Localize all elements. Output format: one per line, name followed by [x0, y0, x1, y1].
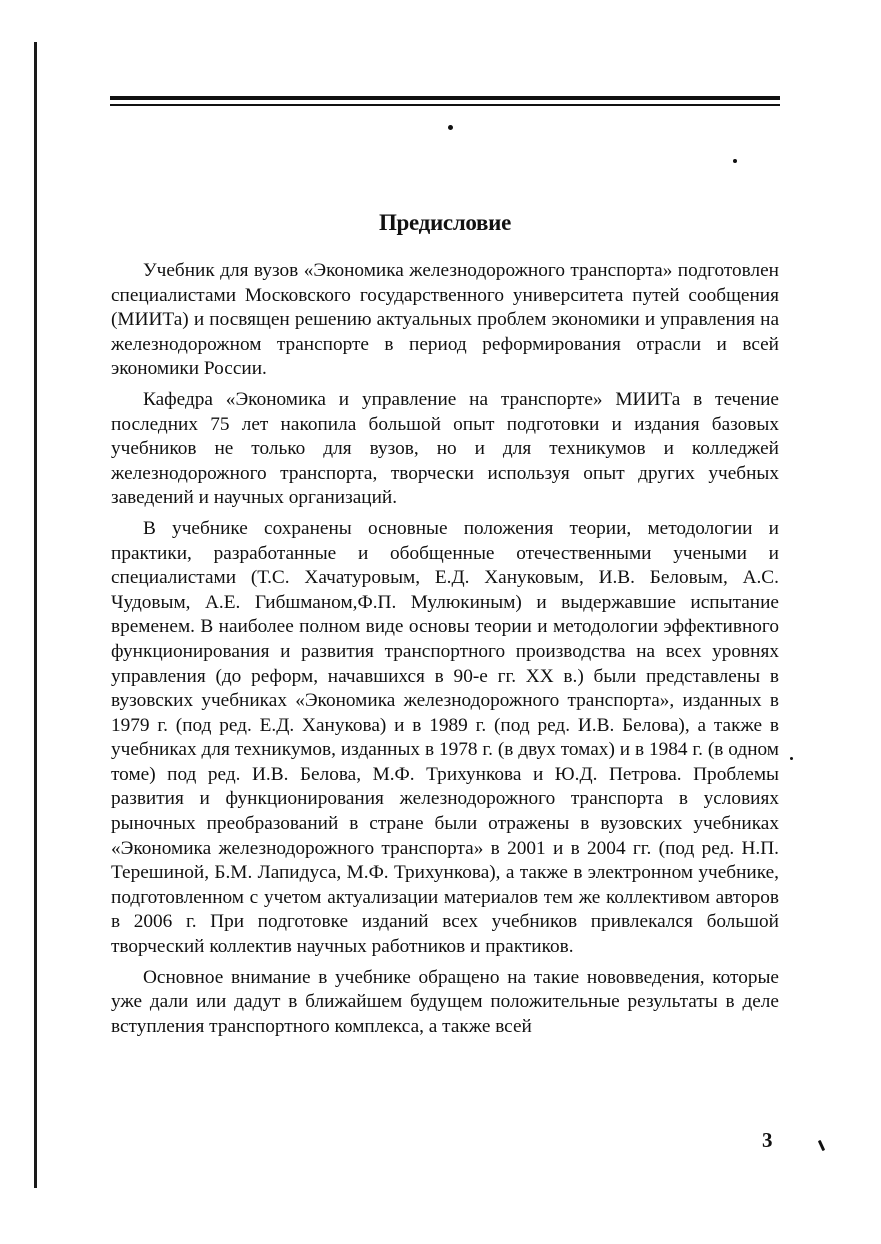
- paragraph: Кафедра «Экономика и управление на транспорте» МИИТа в течение последних 75 лет накопила большой опыт подготовки и издания базовых учебников не только для вузов, но и для техникумов и колледжей железнодорожного транспорта, творчески используя опыт других учебных заведений и научных организаций.: [111, 388, 779, 509]
- paragraph: В учебнике сохранены основные положения теории, методологии и практики, разработанные и обобщенные отечественными учеными и специалистами (Т.С. Хачатуровым, Е.Д. Хануковым, И.В. Беловым, А.С. Чудовым, А.Е. Гибшманом,Ф.П. Мулюкиным) и выдержавшие испытание временем. В наиболее полном виде основы теории и методологии эффективного функционирования и развития транспортного производства на всех уровнях управления (до реформ, начавшихся в 90-е гг. XX в.) были представлены в вузовских учебниках «Экономика железнодорожного транспорта», изданных в 1979 г. (под ред. Е.Д. Ханукова) и в 1989 г. (под ред. И.В. Белова), а также в учебниках для техникумов, изданных в 1978 г. (в двух томах) и в 1984 г. (в одном томе) под ред. И.В. Белова, М.Ф. Трихункова и Ю.Д. Петрова. Проблемы развития и функционирования железнодорожного транспорта в условиях рыночных преобразований в стране были отражены в вузовских учебниках «Экономика железнодорожного транспорта» в 2001 и в 2004 гг. (под ред. Н.П. Терешиной, Б.М. Лапидуса, М.Ф. Трихункова), а также в электронном учебнике, подготовленном с учетом актуализации материалов тем же коллективом авторов в 2006 г. При подготовке изданий всех учебников привлекался большой творческий коллектив научных работников и практиков.: [111, 517, 779, 958]
- page-number: 3: [762, 1128, 773, 1152]
- body-text: [111, 259, 779, 1045]
- scan-speck: [790, 757, 793, 760]
- scan-speck: [818, 1140, 825, 1151]
- header-rule-thin: [110, 104, 780, 106]
- page-title: Предисловие: [378, 210, 512, 235]
- paragraph: Учебник для вузов «Экономика железнодорожного транспорта» подготовлен специалистами Московского государственного университета путей сообщения (МИИТа) и посвящен решению актуальных проблем экономики и управления на железнодорожном транспорте в период реформирования отрасли и всей экономики России.: [111, 260, 779, 380]
- scan-speck: [448, 125, 453, 130]
- page-scan-edge: [34, 42, 37, 1188]
- scan-speck: [733, 159, 737, 163]
- paragraph: Основное внимание в учебнике обращено на такие нововведения, которые уже дали или дадут в ближайшем будущем положительные результаты в деле вступления транспортного комплекса, а также всей: [111, 966, 779, 1037]
- header-rule-thick: [110, 96, 780, 100]
